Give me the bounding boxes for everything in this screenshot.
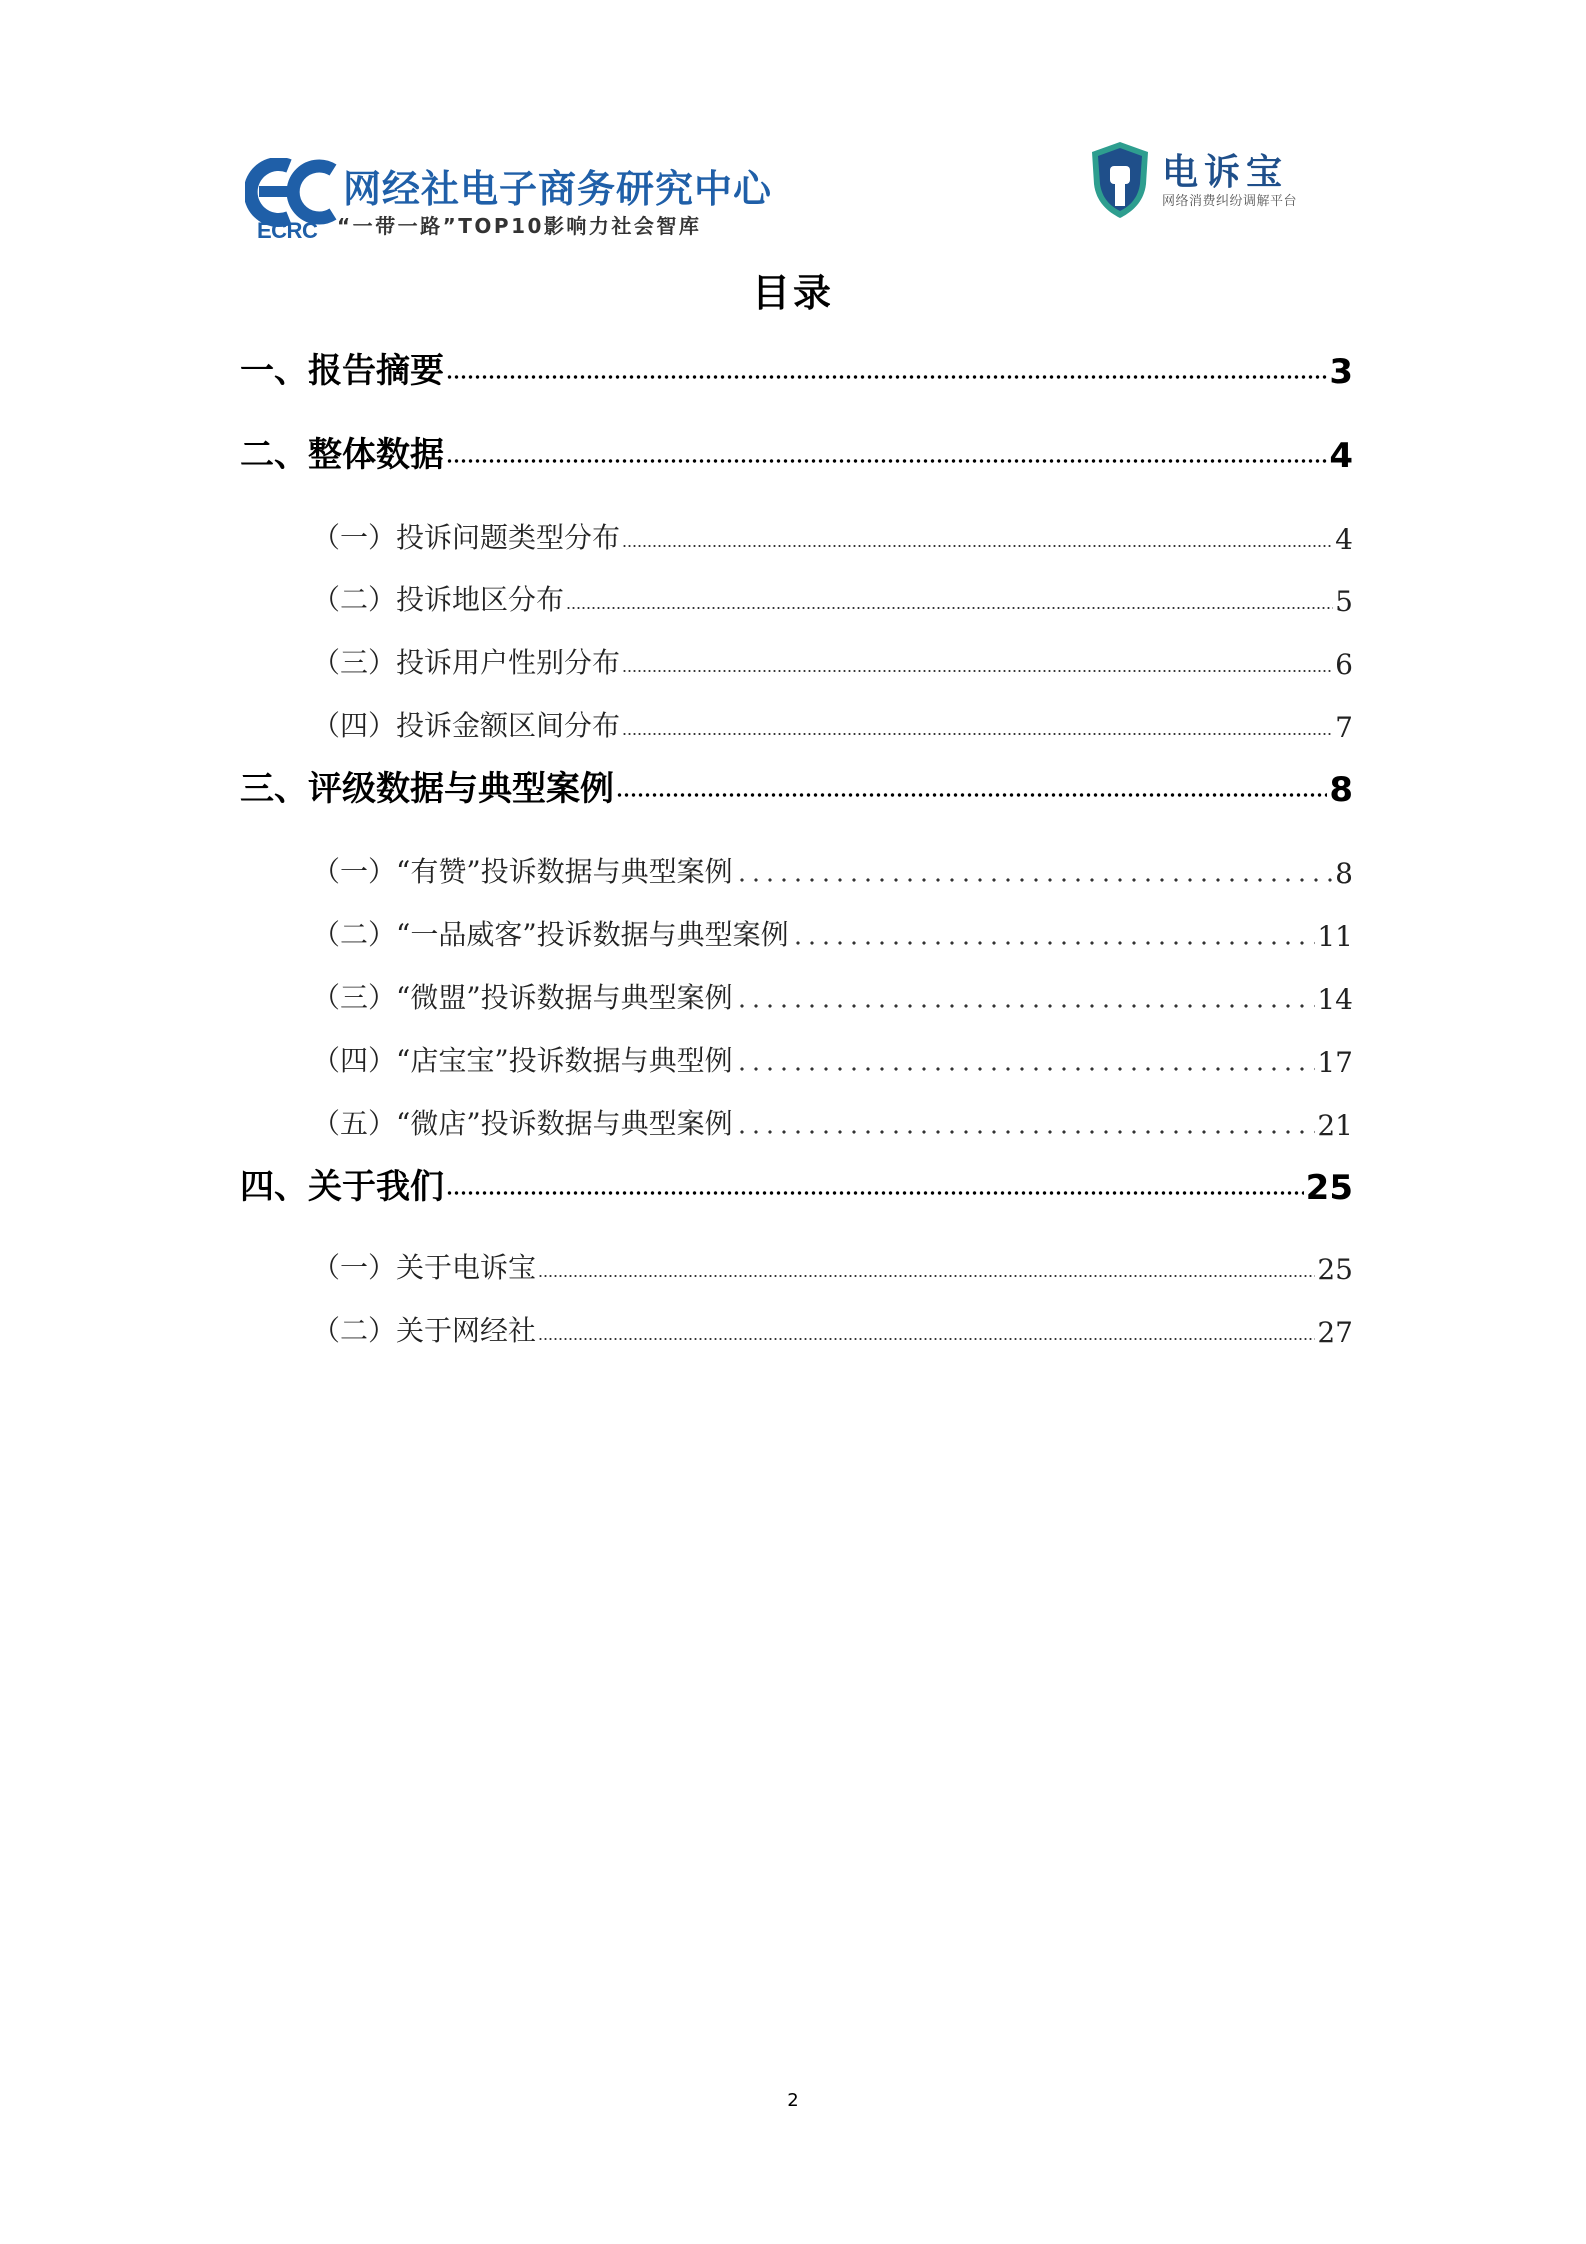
- dianshubao-logo: [1088, 140, 1328, 220]
- toc-entry[interactable]: [312, 578, 1353, 618]
- toc-entry[interactable]: [240, 1160, 1353, 1208]
- ecrc-abbr: ECRC: [257, 218, 318, 243]
- platform-subtitle: 网络消费纠纷调解平台: [1162, 194, 1298, 209]
- toc-page-number: 5: [1335, 585, 1353, 618]
- toc-entry-text: （一）投诉问题类型分布: [312, 521, 621, 554]
- toc-page-number: 8: [1329, 770, 1353, 810]
- toc-entry[interactable]: [312, 913, 1353, 953]
- toc-leader: [446, 1190, 1304, 1196]
- toc-entry[interactable]: [312, 641, 1353, 681]
- toc-page-number: 21: [1317, 1109, 1353, 1142]
- shield-fist-icon: [1088, 140, 1152, 220]
- toc-page-number: 3: [1329, 352, 1353, 392]
- toc-page-number: 4: [1329, 436, 1353, 476]
- toc-leader: [735, 1004, 1316, 1008]
- org-slogan: “一带一路”TOP10影响力社会智库: [337, 214, 702, 238]
- toc-page-number: 8: [1335, 857, 1353, 890]
- toc-entry-text: （四）“店宝宝”投诉数据与典型例: [312, 1044, 733, 1077]
- toc-entry[interactable]: [240, 428, 1353, 476]
- toc-entry-text: 四、关于我们: [240, 1167, 444, 1207]
- toc-entry[interactable]: [312, 516, 1353, 556]
- toc-entry-text: 二、整体数据: [240, 435, 444, 475]
- toc-leader: [622, 669, 1333, 673]
- toc-entry[interactable]: [312, 1246, 1353, 1286]
- toc-leader: [566, 606, 1333, 610]
- toc-leader: [735, 878, 1334, 882]
- toc-page-number: 4: [1335, 523, 1353, 556]
- toc-page-number: 14: [1317, 983, 1353, 1016]
- toc-entry-text: （四）投诉金额区间分布: [312, 709, 621, 742]
- ecrc-logo: [245, 158, 773, 243]
- toc-entry-text: （一）关于电诉宝: [312, 1251, 537, 1284]
- toc-page-number: 6: [1335, 648, 1353, 681]
- toc-leader: [538, 1274, 1315, 1278]
- toc-leader: [622, 544, 1333, 548]
- toc-entry-text: 三、评级数据与典型案例: [240, 769, 614, 809]
- toc-entry-text: （二）投诉地区分布: [312, 583, 565, 616]
- toc-leader: [791, 941, 1316, 945]
- org-name: 网经社电子商务研究中心: [343, 167, 773, 211]
- toc-leader: [446, 458, 1327, 464]
- toc-page-number: 17: [1317, 1046, 1353, 1079]
- toc-entry-text: （二）关于网经社: [312, 1314, 537, 1347]
- toc-entry[interactable]: [312, 1102, 1353, 1142]
- toc-entry[interactable]: [312, 1309, 1353, 1349]
- toc-entry-text: （三）投诉用户性别分布: [312, 646, 621, 679]
- toc-page-number: 27: [1317, 1316, 1353, 1349]
- toc-leader: [622, 732, 1333, 736]
- toc-entry[interactable]: [312, 1039, 1353, 1079]
- toc-page-number: 25: [1317, 1253, 1353, 1286]
- toc-entry[interactable]: [240, 762, 1353, 810]
- toc-entry[interactable]: [240, 344, 1353, 392]
- toc-leader: [735, 1130, 1316, 1134]
- toc-leader: [538, 1337, 1315, 1341]
- toc-title: 目录: [751, 271, 834, 315]
- toc-entry[interactable]: [312, 976, 1353, 1016]
- toc-entry[interactable]: [312, 850, 1353, 890]
- toc-page-number: 25: [1305, 1168, 1353, 1208]
- toc-leader: [446, 374, 1327, 380]
- toc-entry-text: （一）“有赞”投诉数据与典型案例: [312, 855, 733, 888]
- toc-leader: [735, 1067, 1316, 1071]
- toc-entry-text: （二）“一品威客”投诉数据与典型案例: [312, 918, 789, 951]
- toc-page-number: 11: [1317, 920, 1353, 953]
- toc-leader: [616, 792, 1327, 798]
- toc-page-number: 7: [1335, 711, 1353, 744]
- platform-name: 电诉宝: [1162, 152, 1289, 193]
- page-number: 2: [787, 2090, 799, 2111]
- toc-entry-text: （五）“微店”投诉数据与典型案例: [312, 1107, 733, 1140]
- toc-entry-text: （三）“微盟”投诉数据与典型案例: [312, 981, 733, 1014]
- toc-entry[interactable]: [312, 704, 1353, 744]
- toc-entry-text: 一、报告摘要: [240, 351, 444, 391]
